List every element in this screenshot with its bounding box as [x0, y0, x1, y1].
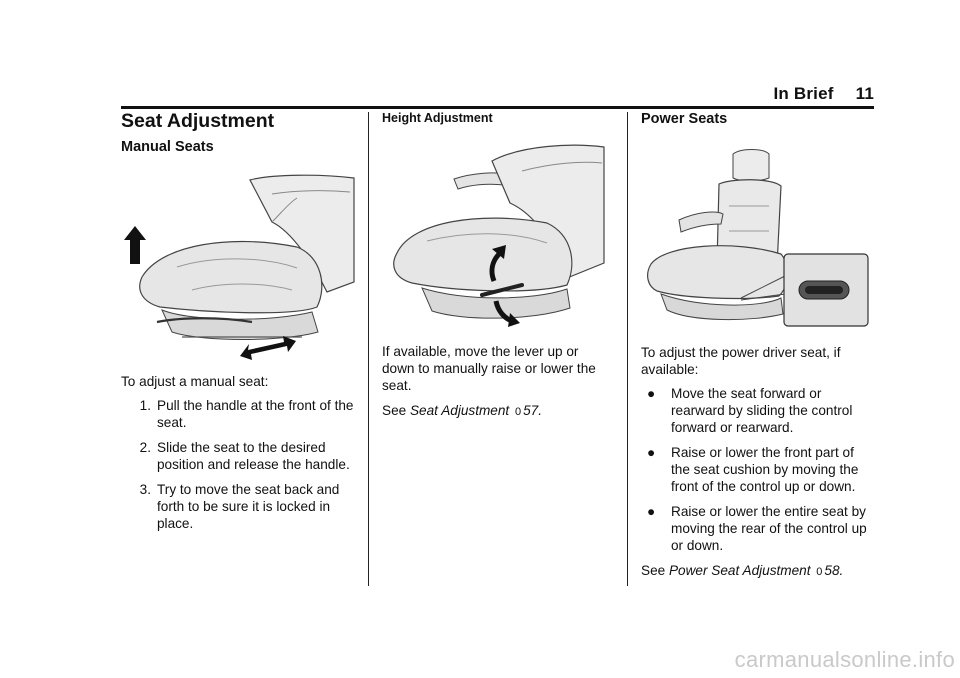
power-seat-illustration — [641, 146, 871, 332]
power-seat-intro: To adjust the power driver seat, if available: — [641, 345, 841, 377]
column-divider-2 — [627, 112, 628, 586]
see-reference: See Seat Adjustment 0 57. — [382, 403, 543, 418]
reference-link-seat-adjustment[interactable]: Seat Adjustment — [409, 403, 510, 418]
reference-page: 58. — [824, 563, 844, 578]
see-reference: See Power Seat Adjustment 0 58. — [641, 563, 844, 578]
height-adjustment-description: If available, move the lever up or down to manually raise or lower the seat. — [382, 344, 596, 393]
bullet-icon: ● — [647, 386, 656, 401]
bullet-icon: ● — [647, 504, 656, 519]
list-item: ● Move the seat forward or rearward by sliding the control forward or rearward. — [641, 385, 875, 436]
list-item: 1. Pull the handle at the front of the seat. — [139, 398, 354, 430]
manual-seat-intro: To adjust a manual seat: — [121, 374, 269, 389]
section-heading-manual-seats: Manual Seats — [121, 139, 214, 155]
page-reference-icon: 0 — [515, 406, 522, 418]
list-item: ● Raise or lower the front part of the seat cushion by moving the front of the control up or down. — [641, 444, 875, 495]
reference-link-power-seat-adjustment[interactable]: Power Seat Adjustment — [668, 563, 811, 578]
page-title: Seat Adjustment — [121, 110, 275, 132]
reference-page: 57. — [523, 403, 543, 418]
height-adjustment-text — [382, 343, 614, 421]
manual-seat-illustration — [122, 172, 356, 364]
section-heading-height-adjustment: Height Adjustment — [382, 111, 493, 125]
list-item: 2. Slide the seat to the desired position and release the handle. — [139, 440, 350, 472]
bullet-icon: ● — [647, 445, 656, 460]
header-rule — [121, 106, 874, 109]
section-title: In Brief — [773, 84, 834, 103]
column-divider-1 — [368, 112, 369, 586]
height-adjustment-illustration — [382, 143, 606, 331]
watermark-text: carmanualsonline.info — [734, 647, 955, 672]
page-reference-icon: 0 — [816, 566, 823, 578]
list-item: 3. Try to move the seat back and forth to be sure it is locked in place. — [139, 482, 340, 531]
section-heading-power-seats: Power Seats — [641, 111, 728, 127]
manual-seat-instructions — [121, 373, 359, 540]
power-seat-instructions — [641, 344, 875, 581]
list-item: ● Raise or lower the entire seat by moving the rear of the control up or down. — [641, 503, 875, 554]
page-number: 11 — [855, 84, 874, 103]
page-header — [773, 84, 874, 104]
